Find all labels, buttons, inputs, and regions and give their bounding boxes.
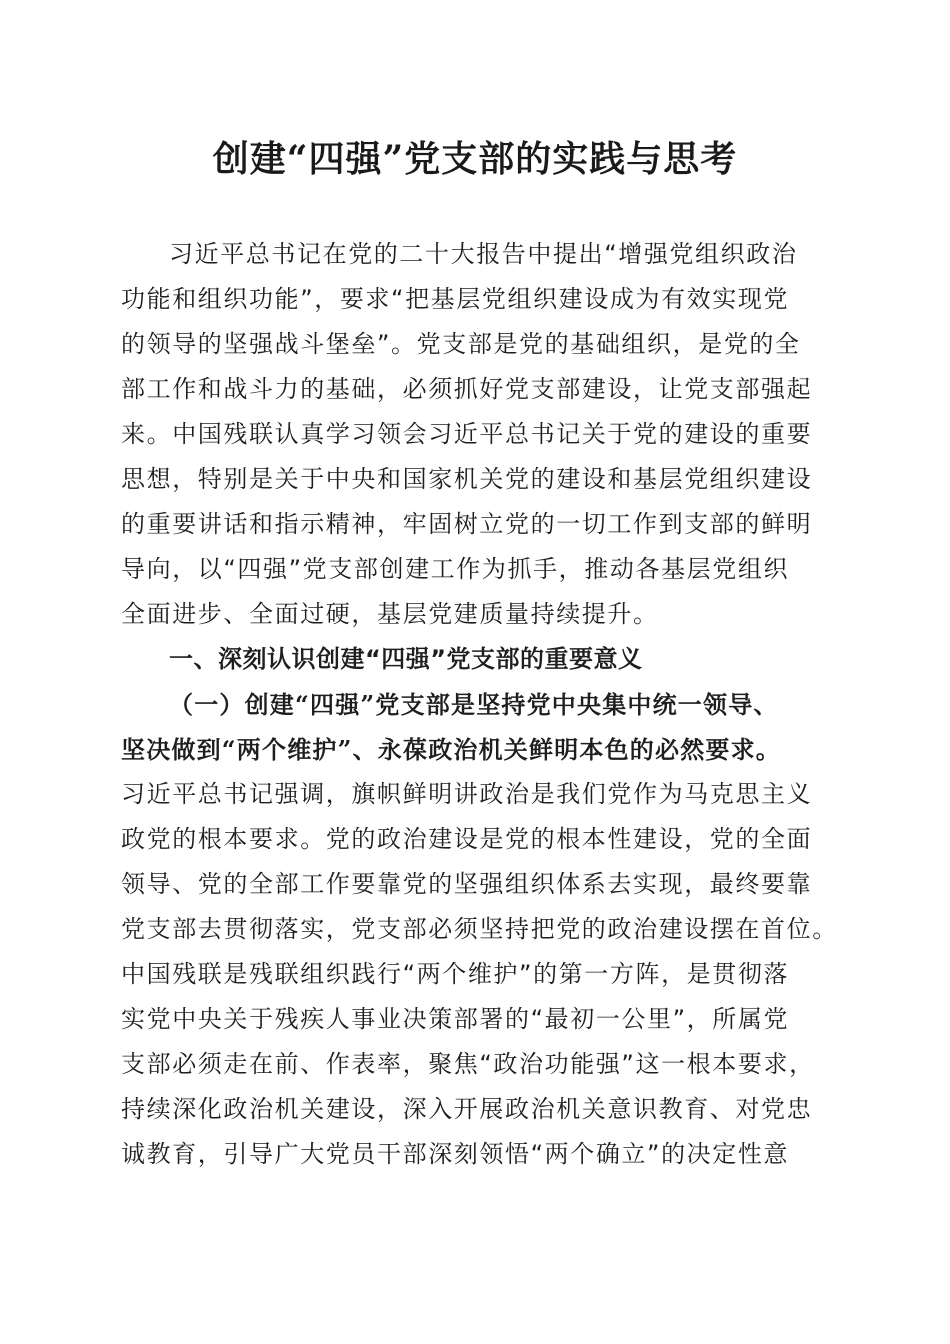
paragraph-line: 的重要讲话和指示精神，牢固树立党的一切工作到支部的鲜明 bbox=[121, 510, 813, 538]
paragraph-line: 全面进步、全面过硬，基层党建质量持续提升。 bbox=[121, 600, 659, 628]
paragraph-line: 导向，以“四强”党支部创建工作为抓手，推动各基层党组织 bbox=[121, 555, 790, 583]
document-title: 创建“四强”党支部的实践与思考 bbox=[212, 138, 738, 180]
section-heading: 一、深刻认识创建“四强”党支部的重要意义 bbox=[169, 645, 643, 673]
paragraph-line: 思想，特别是关于中央和国家机关党的建设和基层党组织建设 bbox=[121, 465, 813, 493]
paragraph-line: 中国残联是残联组织践行“两个维护”的第一方阵，是贯彻落 bbox=[121, 960, 790, 988]
paragraph-line: 功能和组织功能”，要求“把基层党组织建设成为有效实现党 bbox=[121, 285, 790, 313]
paragraph-line: 领导、党的全部工作要靠党的坚强组织体系去实现，最终要靠 bbox=[121, 870, 813, 898]
document-body bbox=[121, 232, 838, 1177]
paragraph-line: 支部必须走在前、作表率，聚焦“政治功能强”这一根本要求， bbox=[121, 1050, 815, 1078]
paragraph-line: 的领导的坚强战斗堡垒”。党支部是党的基础组织，是党的全 bbox=[121, 330, 801, 358]
paragraph-line: 诚教育，引导广大党员干部深刻领悟“两个确立”的决定性意 bbox=[121, 1140, 790, 1168]
paragraph-line: 部工作和战斗力的基础，必须抓好党支部建设，让党支部强起 bbox=[121, 375, 813, 403]
paragraph-line: 习近平总书记强调，旗帜鲜明讲政治是我们党作为马克思主义 bbox=[121, 780, 813, 808]
paragraph-line: 习近平总书记在党的二十大报告中提出“增强党组织政治 bbox=[169, 240, 798, 268]
paragraph-line: 持续深化政治机关建设，深入开展政治机关意识教育、对党忠 bbox=[121, 1095, 813, 1123]
paragraph-line: 党支部去贯彻落实，党支部必须坚持把党的政治建设摆在首位。 bbox=[121, 915, 838, 943]
subsection-heading: 坚决做到“两个维护”、永葆政治机关鲜明本色的必然要求。 bbox=[121, 735, 782, 764]
subsection-heading: （一）创建“四强”党支部是坚持党中央集中统一领导、 bbox=[169, 690, 779, 719]
paragraph-line: 来。中国残联认真学习领会习近平总书记关于党的建设的重要 bbox=[121, 420, 813, 448]
paragraph-line: 实党中央关于残疾人事业决策部署的“最初一公里”，所属党 bbox=[121, 1005, 790, 1033]
paragraph-line: 政党的根本要求。党的政治建设是党的根本性建设，党的全面 bbox=[121, 825, 813, 853]
